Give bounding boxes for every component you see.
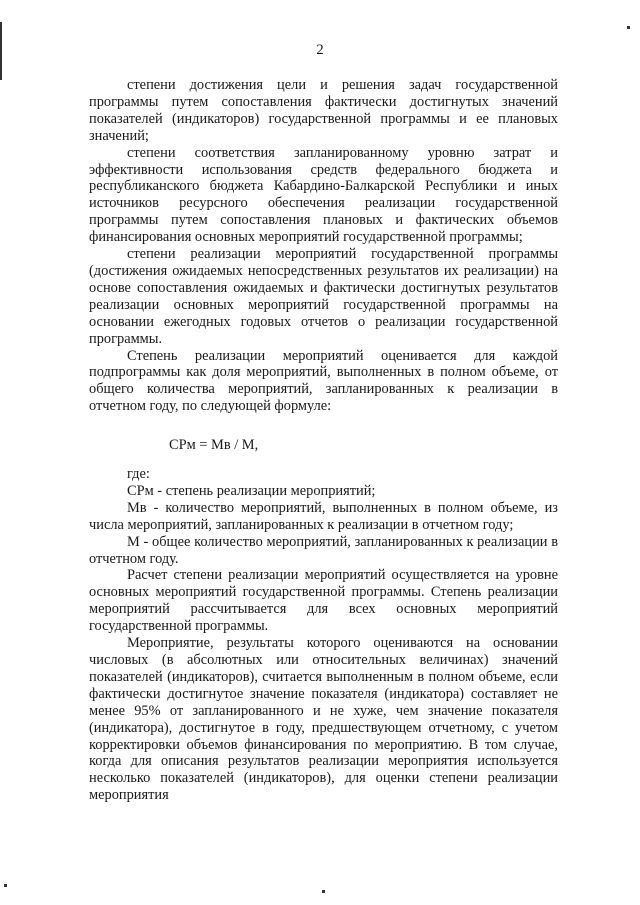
document-body [89,77,558,804]
definition-mv: Мв - количество мероприятий, выполненных в полном объеме, из числа мероприятий, запланированных к реализации в отчетном году; [89,499,558,533]
definition-m: М - общее количество мероприятий, запланированных к реализации в отчетном году. [89,533,558,567]
page-number: 2 [316,42,324,58]
paragraph-calculation-level: Расчет степени реализации мероприятий осуществляется на уровне основных мероприятий государственной программы. Степень реализации мероприятий рассчитывается для всех основных мероприятий государственной программы. [89,567,558,635]
where-label: где: [127,466,150,483]
scan-mark-corner-dot [627,26,630,29]
paragraph-degree-of-implementation: Степень реализации мероприятий оценивается для каждой подпрограммы как доля мероприятий, выполненных в полном объеме, от общего количества мероприятий, запланированных к реализации в отчетном году, по следующей формуле: [89,347,558,415]
paragraph-measure-completion: Мероприятие, результаты которого оцениваются на основании числовых (в абсолютных или относительных величинах) значений показателей (индикаторов), считается выполненным в полном объеме, если фактически достигнутое значение показателя (индикатора) составляет не менее 95% от запланированного и не хуже, чем значение показателя (индикатора), достигнутое в году, предшествующем отчетному, с учетом корректировки объемов финансирования по мероприятию. В том случае, когда для описания результатов реализации мероприятия используется несколько показателей (индикаторов), для оценки степени реализации мероприятия [89,635,558,804]
formula: СРм = Мв / М, [169,437,259,454]
definition-srm: СРм - степень реализации мероприятий; [127,482,376,499]
scan-mark-bottom-dot [322,890,325,893]
paragraph-measures-implementation: степени реализации мероприятий государственной программы (достижения ожидаемых непосредственных результатов их реализации) на основе сопоставления ожидаемых и фактически достигнутых результатов реализации основных мероприятий государственной программы на основании ежегодных годовых отчетов о реализации государственной программы. [89,246,558,347]
paragraph-goal-achievement: степени достижения цели и решения задач государственной программы путем сопоставления фактически достигнутых значений показателей (индикаторов) государственной программы и ее плановых значений; [89,77,558,144]
scan-mark-left-dot [4,884,7,887]
scan-mark-left-edge [0,22,2,80]
paragraph-cost-compliance: степени соответствия запланированному уровню затрат и эффективности использования средств федерального бюджета и республиканского бюджета Кабардино-Балкарской Республики и иных источников ресурсного обеспечения реализации государственной программы путем сопоставления плановых и фактических объемов финансирования основных мероприятий государственной программы; [89,144,558,246]
